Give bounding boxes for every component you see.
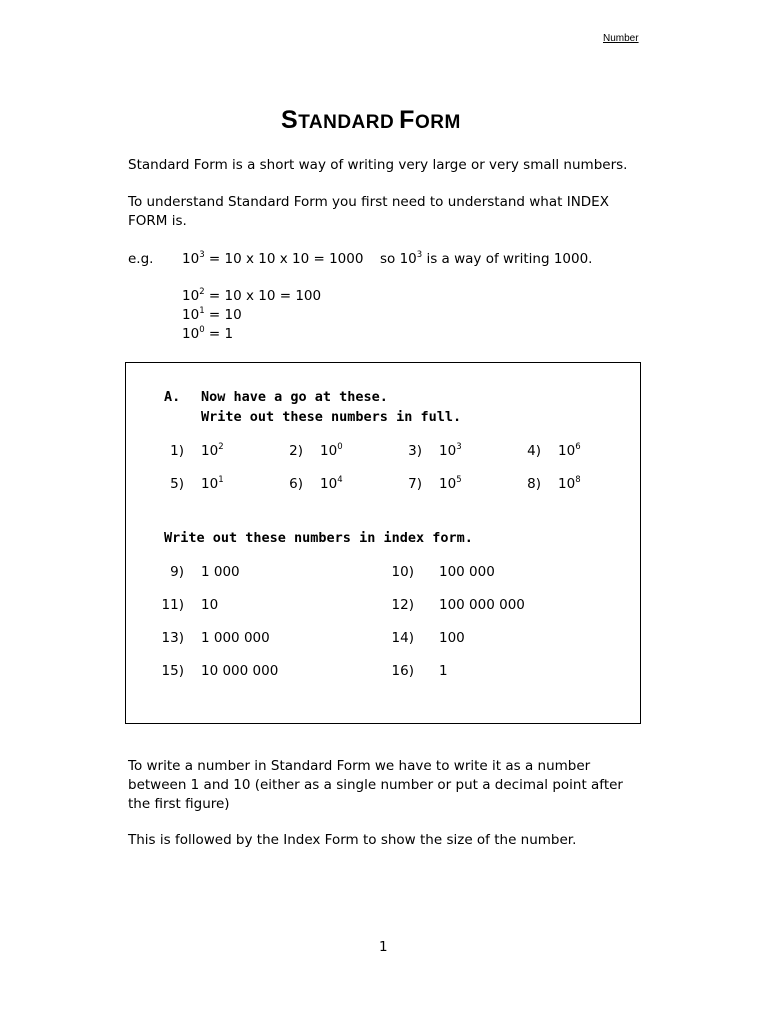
explanation-paragraph-2: This is followed by the Index Form to show the size of the number. bbox=[128, 832, 577, 848]
example-line-2-base: 10 bbox=[182, 288, 200, 304]
power-of-ten bbox=[439, 475, 462, 494]
title-cap-s: S bbox=[281, 106, 299, 134]
exercise-heading-3: Write out these numbers in index form. bbox=[164, 530, 473, 546]
power-of-ten bbox=[558, 475, 581, 494]
question-number: 2) bbox=[289, 443, 303, 459]
question-number: 3) bbox=[408, 443, 422, 459]
power-of-ten bbox=[201, 475, 224, 494]
title-rest-2: ORM bbox=[414, 112, 461, 133]
example-line-3-base: 10 bbox=[182, 307, 200, 323]
power-base: 10 bbox=[320, 476, 338, 492]
number-to-convert: 10 000 000 bbox=[201, 663, 279, 679]
page-number: 1 bbox=[379, 939, 388, 955]
question-number: 7) bbox=[408, 476, 422, 492]
number-to-convert: 10 bbox=[201, 597, 219, 613]
power-exponent: 4 bbox=[337, 475, 343, 485]
power-exponent: 6 bbox=[575, 442, 581, 452]
example-note bbox=[380, 250, 592, 269]
power-base: 10 bbox=[558, 476, 576, 492]
number-to-convert: 100 000 000 bbox=[439, 597, 525, 613]
intro-paragraph-2-line-1: To understand Standard Form you first need to understand what INDEX bbox=[128, 194, 609, 210]
exercise-heading-1: Now have a go at these. bbox=[201, 389, 388, 405]
power-exponent: 2 bbox=[218, 442, 224, 452]
number-to-convert: 100 000 bbox=[439, 564, 495, 580]
example-line-3-exponent: 1 bbox=[199, 306, 205, 316]
number-to-convert: 1 000 bbox=[201, 564, 240, 580]
question-number: 4) bbox=[527, 443, 541, 459]
number-to-convert: 1 bbox=[439, 663, 448, 679]
example-line-2-exponent: 2 bbox=[199, 287, 205, 297]
number-to-convert: 100 bbox=[439, 630, 465, 646]
question-number: 8) bbox=[527, 476, 541, 492]
power-of-ten bbox=[320, 475, 343, 494]
example-line-3-rest: = 10 bbox=[208, 307, 242, 323]
title-cap-f: F bbox=[399, 106, 415, 134]
example-line-4-rest: = 1 bbox=[208, 326, 234, 342]
power-base: 10 bbox=[201, 443, 219, 459]
power-base: 10 bbox=[439, 443, 457, 459]
page-title bbox=[281, 106, 461, 135]
power-base: 10 bbox=[201, 476, 219, 492]
question-number: 14) bbox=[391, 630, 414, 646]
power-of-ten bbox=[201, 442, 224, 461]
exercise-letter: A. bbox=[164, 389, 181, 405]
example-line-2 bbox=[182, 287, 321, 306]
example-note-exponent: 3 bbox=[416, 250, 423, 260]
example-line-4-base: 10 bbox=[182, 326, 200, 342]
question-number: 12) bbox=[391, 597, 414, 613]
power-exponent: 3 bbox=[456, 442, 462, 452]
example-line-1 bbox=[182, 250, 363, 269]
power-exponent: 1 bbox=[218, 475, 224, 485]
question-number: 15) bbox=[161, 663, 184, 679]
example-expansion: = 10 x 10 x 10 = 1000 bbox=[208, 251, 364, 267]
question-number: 11) bbox=[161, 597, 184, 613]
question-number: 13) bbox=[161, 630, 184, 646]
title-rest-1: TANDARD bbox=[298, 112, 395, 133]
power-of-ten bbox=[320, 442, 343, 461]
example-note-suffix: is a way of writing 1000. bbox=[422, 251, 593, 267]
example-base: 10 bbox=[182, 251, 200, 267]
question-number: 9) bbox=[170, 564, 184, 580]
power-exponent: 5 bbox=[456, 475, 462, 485]
example-line-2-rest: = 10 x 10 = 100 bbox=[208, 288, 322, 304]
power-base: 10 bbox=[439, 476, 457, 492]
section-header: Number bbox=[603, 33, 639, 44]
example-line-3 bbox=[182, 306, 242, 325]
power-of-ten bbox=[558, 442, 581, 461]
question-number: 16) bbox=[391, 663, 414, 679]
intro-paragraph-2-line-2: FORM is. bbox=[128, 213, 187, 229]
example-exponent: 3 bbox=[199, 250, 205, 260]
number-to-convert: 1 000 000 bbox=[201, 630, 270, 646]
example-note-prefix: so 10 bbox=[380, 251, 417, 267]
example-line-4 bbox=[182, 325, 233, 344]
example-label: e.g. bbox=[128, 251, 154, 267]
power-of-ten bbox=[439, 442, 462, 461]
question-number: 1) bbox=[170, 443, 184, 459]
exercise-heading-2: Write out these numbers in full. bbox=[201, 409, 462, 425]
power-exponent: 0 bbox=[337, 442, 343, 452]
power-exponent: 8 bbox=[575, 475, 581, 485]
question-number: 6) bbox=[289, 476, 303, 492]
power-base: 10 bbox=[558, 443, 576, 459]
explanation-paragraph-1: To write a number in Standard Form we have to write it as a number between 1 and 10 (either as a single number or put a decimal point after the first figure) bbox=[128, 758, 623, 812]
power-base: 10 bbox=[320, 443, 338, 459]
intro-paragraph-1: Standard Form is a short way of writing very large or very small numbers. bbox=[128, 157, 628, 173]
question-number: 5) bbox=[170, 476, 184, 492]
question-number: 10) bbox=[391, 564, 414, 580]
example-line-4-exponent: 0 bbox=[199, 325, 205, 335]
